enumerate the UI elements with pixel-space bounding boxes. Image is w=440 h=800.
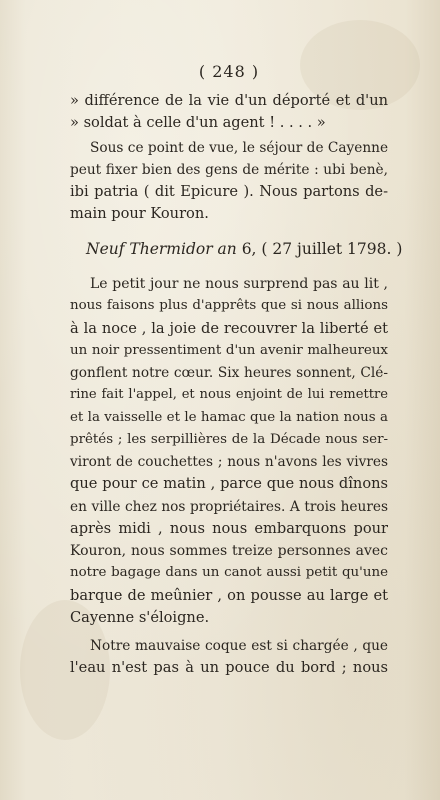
text-line: Notre mauvaise coque est si chargée , que — [90, 638, 388, 654]
text-line: notre bagage dans un canot aussi petit qu'une — [70, 565, 388, 580]
text-line: que pour ce matin , parce que nous dînons — [70, 475, 388, 492]
text-line: nous faisons plus d'apprêts que si nous allions — [70, 298, 388, 313]
text-line: main pour Kouron. — [70, 205, 209, 222]
text-line: à la noce , la joie de recouvrer la liberté et — [70, 320, 388, 337]
text-line: prêtés ; les serpillières de la Décade nous ser- — [70, 432, 388, 447]
text-line: » soldat à celle d'un agent ! . . . . » — [70, 114, 326, 131]
text-line: Kouron, nous sommes treize personnes avec — [70, 543, 388, 559]
text-line: peut fixer bien des gens de mérite : ubi benè, — [70, 162, 388, 178]
text-line: un noir pressentiment d'un avenir malheureux — [70, 343, 388, 358]
text-line: gonflent notre cœur. Six heures sonnent, Clé- — [70, 365, 388, 381]
heading-date: 6, ( 27 juillet 1798. ) — [236, 240, 403, 258]
text-line: rine fait l'appel, et nous enjoint de lui remettre — [70, 387, 388, 402]
text-line: après midi , nous nous embarquons pour — [70, 520, 388, 537]
text-line: Cayenne s'éloigne. — [70, 609, 210, 626]
text-line: ibi patria ( dit Epicure ). Nous partons de- — [70, 183, 388, 200]
text-line: » différence de la vie d'un déporté et d'un — [70, 92, 388, 109]
text-line: viront de couchettes ; nous n'avons les vivres — [70, 454, 388, 470]
text-line: en ville chez nos propriétaires. A trois heures — [70, 499, 388, 515]
heading-italic: Neuf Thermidor an — [86, 240, 237, 258]
text-line: l'eau n'est pas à un pouce du bord ; nous — [70, 659, 388, 676]
section-heading — [70, 238, 404, 260]
text-line: barque de meûnier , on pousse au large et — [70, 587, 388, 604]
text-line: et la vaisselle et le hamac que la nation nous a — [70, 410, 388, 425]
page-number: ( 248 ) — [198, 62, 260, 81]
text-line: Le petit jour ne nous surprend pas au lit , — [90, 276, 388, 292]
text-line: Sous ce point de vue, le séjour de Cayenne — [90, 140, 389, 156]
